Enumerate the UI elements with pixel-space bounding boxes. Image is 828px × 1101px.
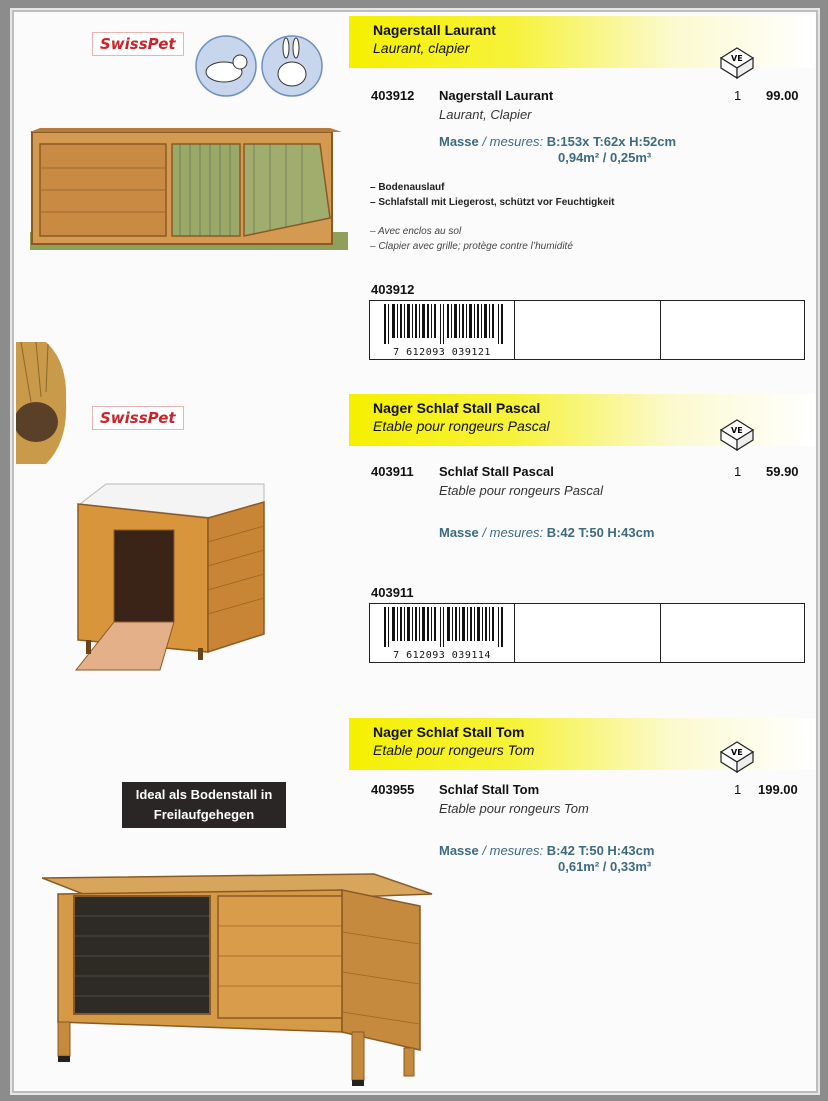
dimensions-label-fr: mesures: — [489, 134, 544, 149]
ve-box-icon — [717, 418, 757, 452]
catalog-page — [10, 8, 820, 1095]
swisspet-logo — [92, 406, 184, 430]
quantity: 1 — [734, 464, 742, 479]
barcode-digits: 7 612093 039114 — [393, 650, 491, 661]
dimensions-label-fr: mesures: — [489, 525, 544, 540]
header-title-fr: Etable pour rongeurs Pascal — [373, 418, 550, 434]
callout-badge — [122, 782, 286, 828]
feature-item: – Clapier avec grille; protège contre l’humidité — [370, 241, 573, 252]
dimensions — [439, 843, 654, 858]
ve-label: VE — [731, 54, 743, 63]
header-title-de: Nager Schlaf Stall Pascal — [373, 400, 541, 416]
quantity: 1 — [734, 88, 742, 103]
dimensions-label-fr: mesures: — [489, 843, 544, 858]
header-title-de: Nagerstall Laurant — [373, 22, 496, 38]
empty-cell — [661, 301, 804, 359]
article-number: 403912 — [371, 88, 415, 103]
product-subname: Laurant, Clapier — [439, 107, 532, 122]
hutch-pascal-photo — [68, 482, 268, 672]
barcode-table — [369, 300, 805, 360]
barcode-table — [369, 603, 805, 663]
ve-label: VE — [731, 426, 743, 435]
header-title-fr: Laurant, clapier — [373, 40, 470, 56]
hutch-laurant-photo — [30, 128, 348, 250]
dimensions-separator: / — [482, 843, 486, 858]
empty-cell — [515, 301, 661, 359]
ve-box-icon — [717, 46, 757, 80]
barcode-cell — [370, 301, 515, 359]
dimensions-separator: / — [482, 525, 486, 540]
article-number: 403911 — [371, 464, 414, 479]
header-title-de: Nager Schlaf Stall Tom — [373, 724, 525, 740]
product-name: Schlaf Stall Tom — [439, 782, 540, 797]
features-de — [370, 180, 615, 210]
barcode-cell — [370, 604, 515, 662]
dimensions-label: Masse — [439, 843, 479, 858]
rodent-icons — [194, 34, 324, 98]
dimensions-label: Masse — [439, 525, 479, 540]
feature-item: – Avec enclos au sol — [370, 226, 462, 237]
product-name: Schlaf Stall Pascal — [439, 464, 554, 479]
dimensions-value: B:42 T:50 H:43cm — [546, 843, 655, 858]
callout-line: Freilaufgehegen — [153, 807, 255, 822]
empty-cell — [661, 604, 804, 662]
guinea-pig-photo — [16, 342, 68, 464]
callout-line: Ideal als Bodenstall in — [135, 787, 273, 802]
price: 199.00 — [758, 782, 798, 797]
barcode-label: 403911 — [371, 585, 414, 600]
logo-text: SwissPet — [100, 409, 176, 427]
empty-cell — [515, 604, 661, 662]
features-fr — [370, 224, 573, 254]
header-title-fr: Etable pour rongeurs Tom — [373, 742, 535, 758]
quantity: 1 — [734, 782, 742, 797]
dimensions-value: B:42 T:50 H:43cm — [546, 525, 655, 540]
product-subname: Etable pour rongeurs Tom — [439, 801, 589, 816]
feature-item: – Schlafstall mit Liegerost, schützt vor Feuchtigkeit — [370, 197, 615, 208]
product-name: Nagerstall Laurant — [439, 88, 554, 103]
area-volume-value: 0,61m² / 0,33m³ — [558, 859, 652, 874]
dimensions-separator: / — [482, 134, 486, 149]
dimensions — [439, 525, 654, 540]
product-subname: Etable pour rongeurs Pascal — [439, 483, 604, 498]
ve-box-icon — [717, 740, 757, 774]
area-volume-value: 0,94m² / 0,25m³ — [558, 150, 652, 165]
logo-text: SwissPet — [100, 35, 176, 53]
feature-item: – Bodenauslauf — [370, 182, 445, 193]
barcode-graphic — [384, 304, 506, 344]
barcode-digits: 7 612093 039121 — [393, 347, 491, 358]
dimensions — [439, 134, 676, 149]
dimensions-label: Masse — [439, 134, 479, 149]
barcode-label: 403912 — [371, 282, 415, 297]
dimensions-value: B:153x T:62x H:52cm — [546, 134, 677, 149]
price: 59.90 — [766, 464, 799, 479]
barcode-graphic — [384, 607, 506, 647]
ve-label: VE — [731, 748, 743, 757]
article-number: 403955 — [371, 782, 415, 797]
hutch-tom-photo — [42, 872, 434, 1086]
price: 99.00 — [766, 88, 799, 103]
swisspet-logo — [92, 32, 184, 56]
